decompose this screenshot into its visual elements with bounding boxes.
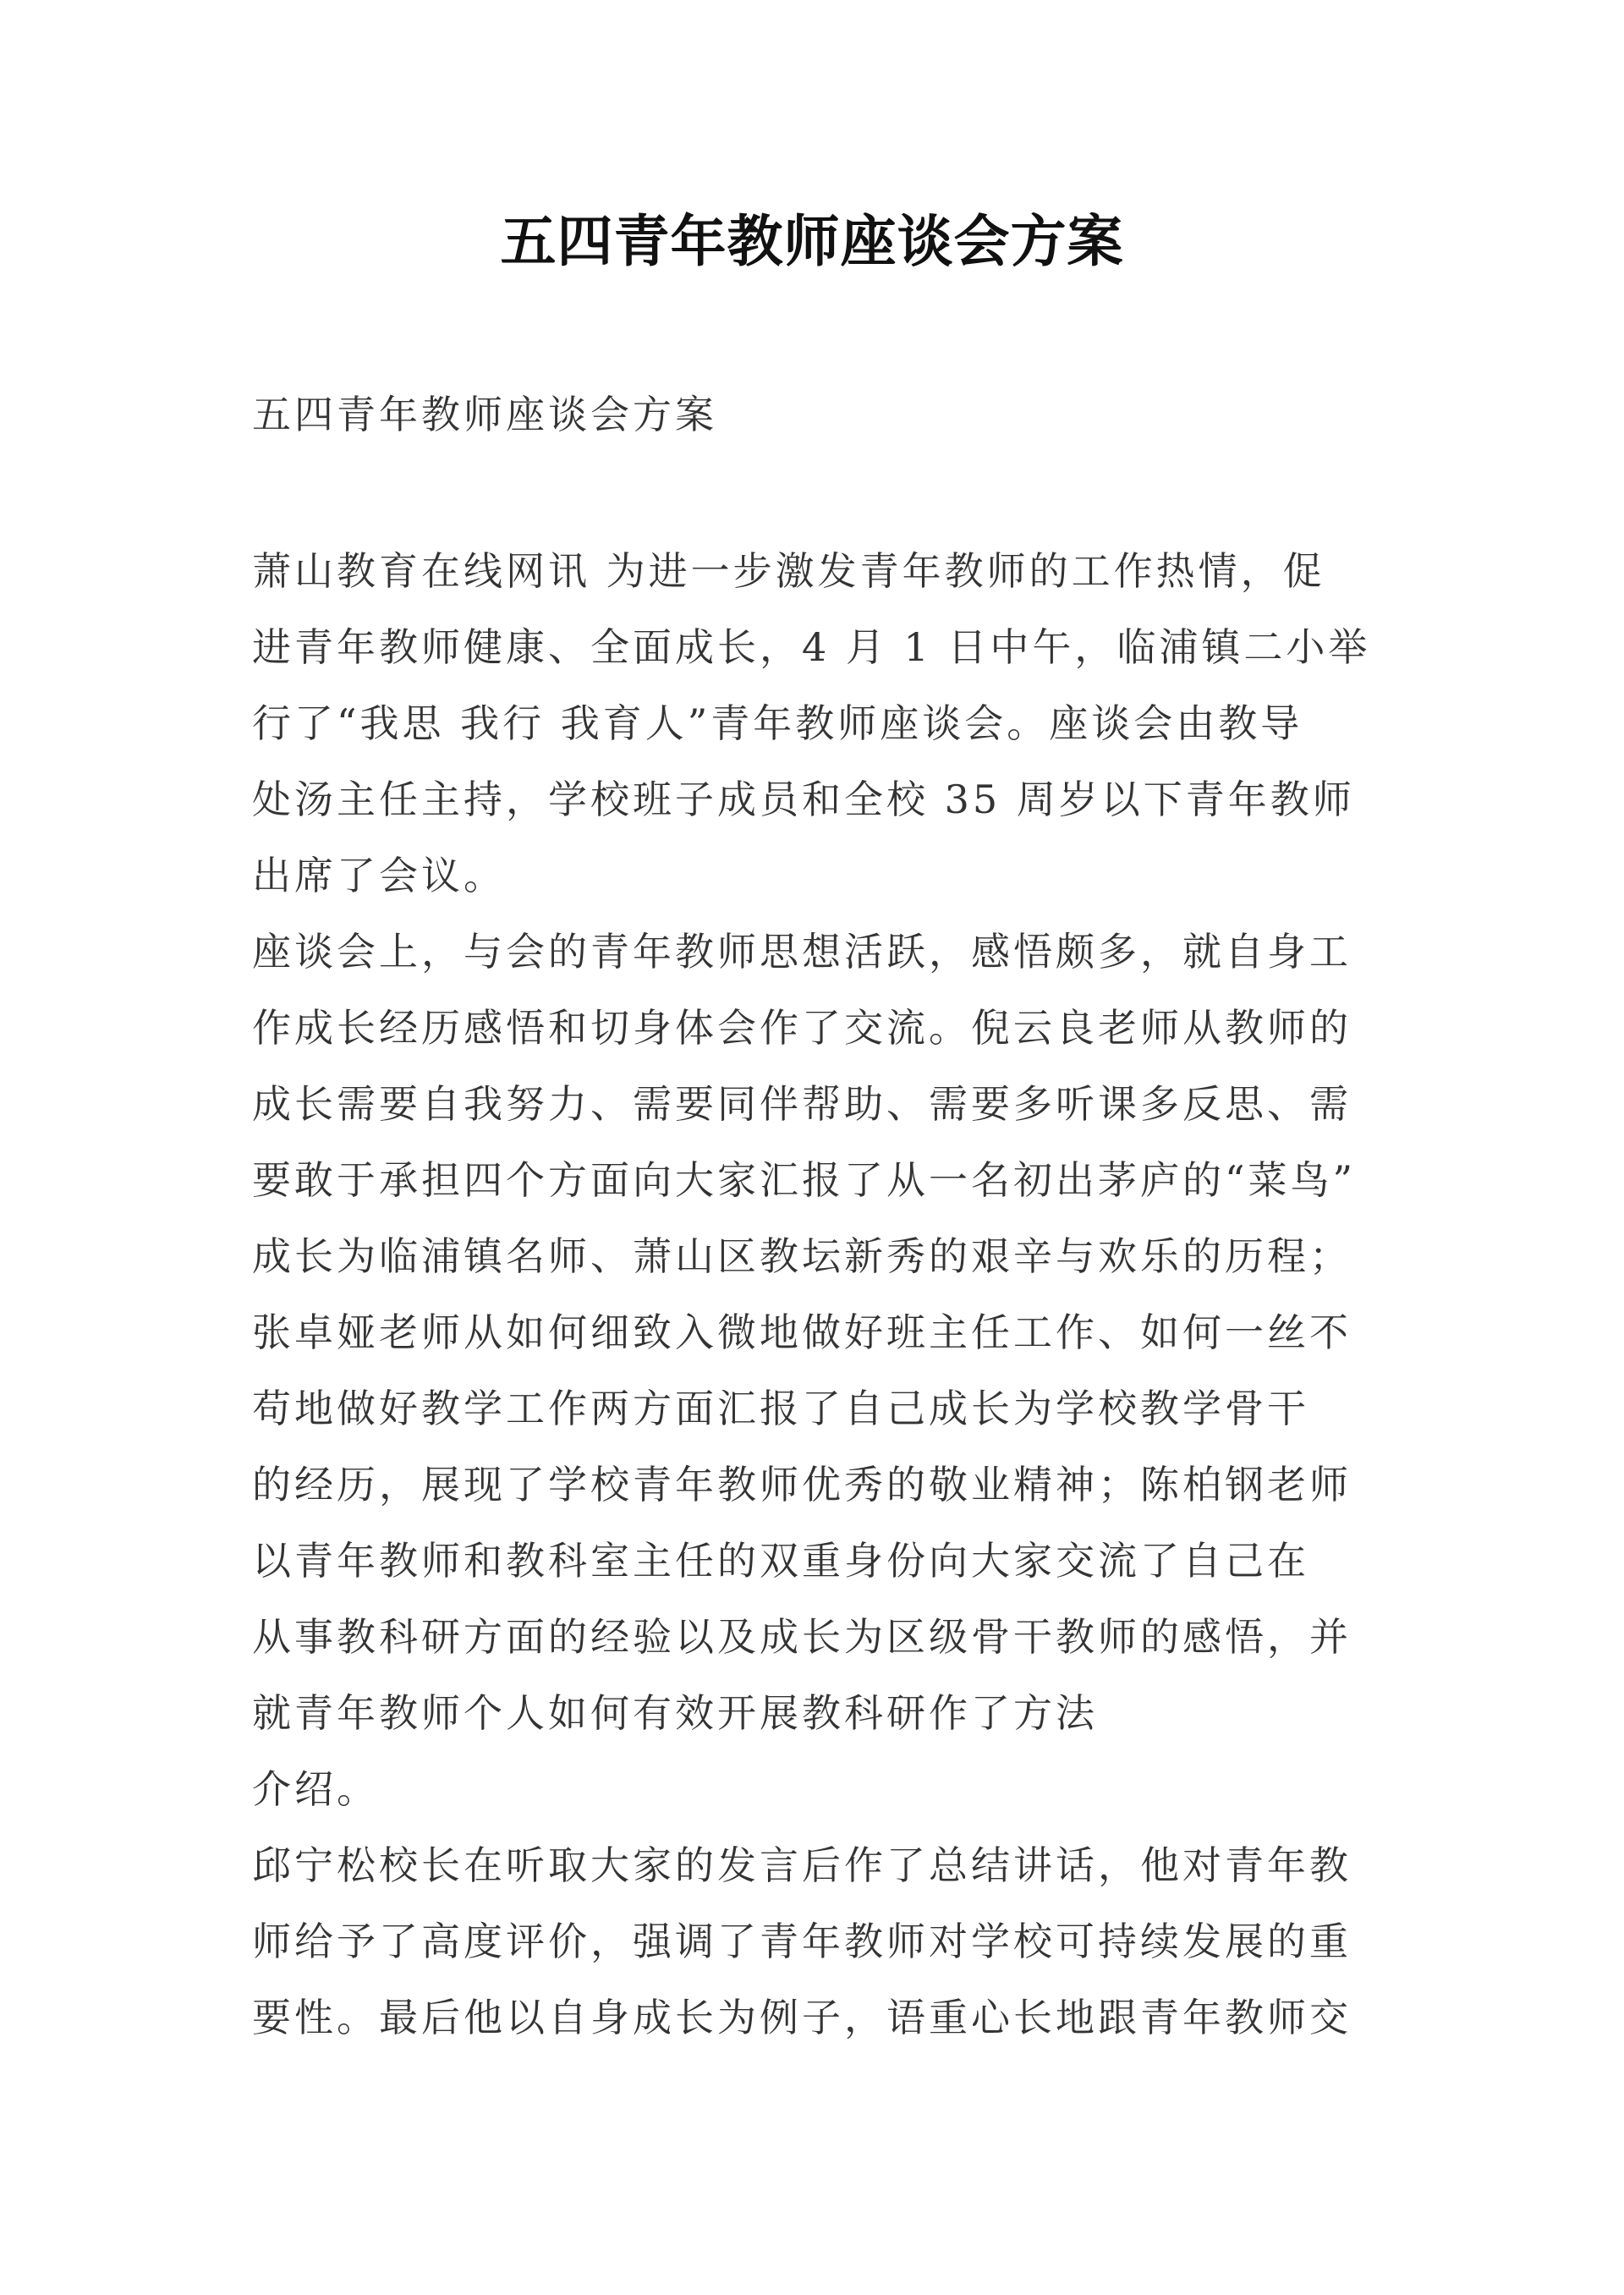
document-subtitle: 五四青年教师座谈会方案 (252, 392, 717, 437)
body-line: 介绍。 (252, 1766, 379, 1812)
body-line: 要性。最后他以自身成长为例子，语重心长地跟青年教师交 (252, 1995, 1352, 2040)
body-line: 成长为临浦镇名师、萧山区教坛新秀的艰辛与欢乐的历程； (252, 1233, 1352, 1279)
body-line: 行了“我思 我行 我育人”青年教师座谈会。座谈会由教导 (252, 700, 1303, 746)
body-line: 要敢于承担四个方面向大家汇报了从一名初出茅庐的“菜鸟” (252, 1157, 1357, 1203)
body-line: 处汤主任主持，学校班子成员和全校 35 周岁以下青年教师 (252, 777, 1355, 822)
body-line: 邱宁松校长在听取大家的发言后作了总结讲话，他对青年教 (252, 1842, 1352, 1888)
body-line: 萧山教育在线网讯 为进一步激发青年教师的工作热情，促 (252, 548, 1325, 594)
body-line: 的经历，展现了学校青年教师优秀的敬业精神；陈柏钢老师 (252, 1462, 1352, 1507)
body-line: 座谈会上，与会的青年教师思想活跃，感悟颇多，就自身工 (252, 929, 1352, 975)
body-line: 进青年教师健康、全面成长，4 月 1 日中午，临浦镇二小举 (252, 624, 1371, 670)
body-line: 出席了会议。 (252, 853, 506, 898)
body-line: 师给予了高度评价，强调了青年教师对学校可持续发展的重 (252, 1919, 1352, 1964)
body-line: 张卓娅老师从如何细致入微地做好班主任工作、如何一丝不 (252, 1309, 1352, 1355)
body-line: 苟地做好教学工作两方面汇报了自己成长为学校教学骨干 (252, 1386, 1309, 1431)
document-body (252, 533, 1436, 2056)
body-line: 就青年教师个人如何有效开展教科研作了方法 (252, 1690, 1098, 1736)
body-line: 作成长经历感悟和切身体会作了交流。倪云良老师从教师的 (252, 1005, 1352, 1051)
body-line: 以青年教师和教科室主任的双重身份向大家交流了自己在 (252, 1538, 1309, 1584)
body-line: 从事教科研方面的经验以及成长为区级骨干教师的感悟，并 (252, 1614, 1352, 1660)
body-line: 成长需要自我努力、需要同伴帮助、需要多听课多反思、需 (252, 1081, 1352, 1127)
document-title: 五四青年教师座谈会方案 (500, 208, 1124, 274)
